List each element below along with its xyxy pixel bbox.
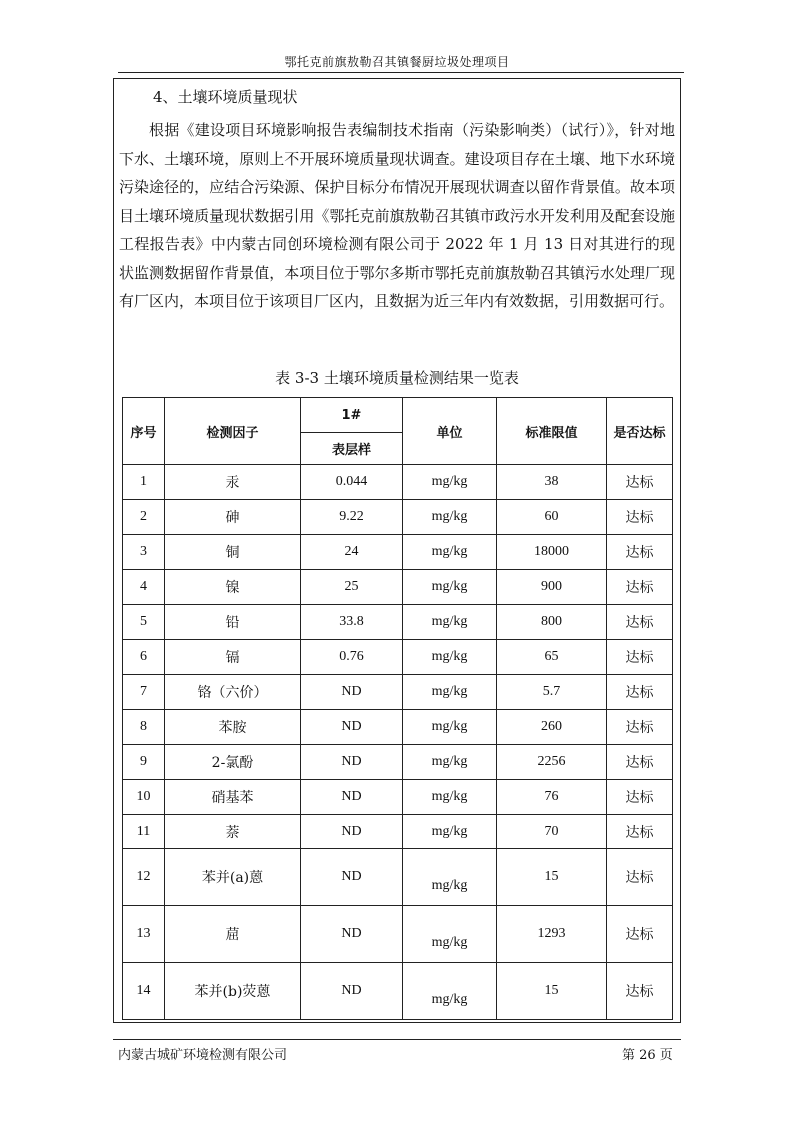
cell-seq: 8: [123, 710, 165, 745]
cell-value: 9.22: [301, 500, 403, 535]
cell-compliant: 达标: [607, 500, 673, 535]
footer-page-number: 第 26 页: [622, 1048, 673, 1063]
cell-unit: mg/kg: [403, 815, 497, 849]
header-limit: 标准限值: [497, 398, 607, 465]
cell-seq: 14: [123, 963, 165, 1020]
cell-seq: 9: [123, 745, 165, 780]
cell-limit: 15: [497, 963, 607, 1020]
cell-unit: mg/kg: [403, 535, 497, 570]
table-row: [123, 535, 673, 570]
cell-compliant: 达标: [607, 570, 673, 605]
cell-factor: 2-氯酚: [165, 745, 301, 780]
cell-limit: 38: [497, 465, 607, 500]
cell-limit: 18000: [497, 535, 607, 570]
cell-factor: 铜: [165, 535, 301, 570]
cell-unit: mg/kg: [403, 465, 497, 500]
cell-limit: 800: [497, 605, 607, 640]
table-row: [123, 675, 673, 710]
cell-unit: mg/kg: [403, 675, 497, 710]
cell-unit: mg/kg: [403, 570, 497, 605]
header-point: 1#: [301, 398, 403, 433]
header-compliant: 是否达标: [607, 398, 673, 465]
table-row: [123, 710, 673, 745]
cell-limit: 60: [497, 500, 607, 535]
soil-quality-table: [122, 397, 673, 1020]
header-divider: [118, 72, 684, 73]
cell-limit: 900: [497, 570, 607, 605]
table-row: [123, 906, 673, 963]
cell-limit: 260: [497, 710, 607, 745]
cell-seq: 12: [123, 849, 165, 906]
cell-value: ND: [301, 906, 403, 963]
cell-factor: 铅: [165, 605, 301, 640]
cell-unit: mg/kg: [403, 780, 497, 815]
cell-limit: 1293: [497, 906, 607, 963]
cell-limit: 2256: [497, 745, 607, 780]
cell-seq: 11: [123, 815, 165, 849]
cell-seq: 3: [123, 535, 165, 570]
cell-compliant: 达标: [607, 465, 673, 500]
cell-compliant: 达标: [607, 675, 673, 710]
cell-factor: 镍: [165, 570, 301, 605]
section-paragraph: 根据《建设项目环境影响报告表编制技术指南（污染影响类）（试行）》，针对地下水、土壤环境，原则上不开展环境质量现状调查。建设项目存在土壤、地下水环境污染途径的，应结合污染源、保护目标分布情况开展现状调查以留作背景值。故本项目土壤环境质量现状数据引用《鄂托克前旗敖勒召其镇市政污水开发利用及配套设施工程报告表》中内蒙古同创环境检测有限公司于 2022 年 1 月 13 日对其进行的现状监测数据留作背景值，本项目位于鄂尔多斯市鄂托克前旗敖勒召其镇污水处理厂现有厂区内，本项目位于该项目厂区内，且数据为近三年内有效数据，引用数据可行。: [119, 121, 675, 310]
table-row: [123, 963, 673, 1020]
cell-factor: 苯并(b)荧蒽: [165, 963, 301, 1020]
cell-seq: 6: [123, 640, 165, 675]
cell-compliant: 达标: [607, 849, 673, 906]
cell-value: 33.8: [301, 605, 403, 640]
header-unit: 单位: [403, 398, 497, 465]
cell-value: 25: [301, 570, 403, 605]
footer-divider: [113, 1039, 681, 1040]
cell-factor: 䓛: [165, 906, 301, 963]
cell-compliant: 达标: [607, 906, 673, 963]
table-row: [123, 640, 673, 675]
cell-unit: mg/kg: [403, 710, 497, 745]
cell-limit: 65: [497, 640, 607, 675]
cell-limit: 5.7: [497, 675, 607, 710]
cell-factor: 萘: [165, 815, 301, 849]
cell-limit: 76: [497, 780, 607, 815]
cell-unit: mg/kg: [403, 605, 497, 640]
cell-factor: 砷: [165, 500, 301, 535]
cell-factor: 汞: [165, 465, 301, 500]
table-row: [123, 849, 673, 906]
cell-seq: 13: [123, 906, 165, 963]
table-row: [123, 465, 673, 500]
cell-unit: mg/kg: [403, 500, 497, 535]
cell-seq: 2: [123, 500, 165, 535]
cell-factor: 苯并(a)蒽: [165, 849, 301, 906]
cell-seq: 10: [123, 780, 165, 815]
table-row: [123, 745, 673, 780]
table-row: [123, 500, 673, 535]
header-sample: 表层样: [301, 433, 403, 465]
document-header-title: 鄂托克前旗敖勒召其镇餐厨垃圾处理项目: [284, 55, 510, 69]
table-row: [123, 815, 673, 849]
cell-compliant: 达标: [607, 963, 673, 1020]
cell-compliant: 达标: [607, 815, 673, 849]
cell-compliant: 达标: [607, 710, 673, 745]
cell-value: ND: [301, 710, 403, 745]
cell-unit: mg/kg: [403, 745, 497, 780]
cell-limit: 70: [497, 815, 607, 849]
cell-seq: 5: [123, 605, 165, 640]
cell-value: ND: [301, 745, 403, 780]
cell-compliant: 达标: [607, 780, 673, 815]
cell-unit: mg/kg: [403, 640, 497, 675]
cell-seq: 7: [123, 675, 165, 710]
section-heading: 4、土壤环境质量现状: [153, 88, 298, 106]
cell-factor: 铬（六价）: [165, 675, 301, 710]
table-row: [123, 570, 673, 605]
cell-value: ND: [301, 675, 403, 710]
cell-unit: mg/kg: [403, 963, 497, 1020]
table-caption: 表 3-3 土壤环境质量检测结果一览表: [275, 369, 519, 387]
cell-unit: mg/kg: [403, 849, 497, 906]
cell-value: ND: [301, 963, 403, 1020]
cell-compliant: 达标: [607, 535, 673, 570]
cell-factor: 苯胺: [165, 710, 301, 745]
footer-company: 内蒙古城矿环境检测有限公司: [118, 1048, 288, 1063]
cell-value: ND: [301, 780, 403, 815]
cell-value: 0.044: [301, 465, 403, 500]
table-row: [123, 605, 673, 640]
cell-factor: 镉: [165, 640, 301, 675]
cell-limit: 15: [497, 849, 607, 906]
cell-compliant: 达标: [607, 745, 673, 780]
cell-unit: mg/kg: [403, 906, 497, 963]
cell-compliant: 达标: [607, 640, 673, 675]
cell-value: ND: [301, 849, 403, 906]
cell-compliant: 达标: [607, 605, 673, 640]
cell-value: 24: [301, 535, 403, 570]
cell-seq: 4: [123, 570, 165, 605]
header-seq: 序号: [123, 398, 165, 465]
cell-value: 0.76: [301, 640, 403, 675]
cell-seq: 1: [123, 465, 165, 500]
cell-value: ND: [301, 815, 403, 849]
cell-factor: 硝基苯: [165, 780, 301, 815]
header-factor: 检测因子: [165, 398, 301, 465]
table-row: [123, 780, 673, 815]
